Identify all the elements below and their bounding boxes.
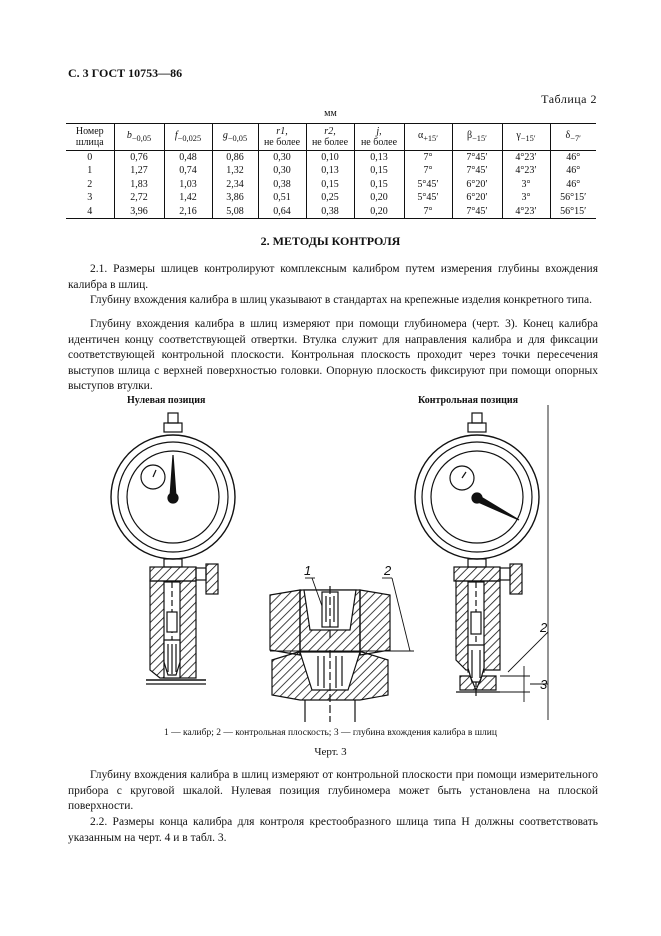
table-cell: 2,72 — [114, 191, 164, 204]
section-title: 2. МЕТОДЫ КОНТРОЛЯ — [260, 234, 401, 248]
col-header: $\alpha_{+15'}$ — [404, 124, 452, 151]
figure-label: Черт. 3 — [314, 746, 347, 758]
table-cell: 6°20′ — [452, 191, 502, 204]
table-cell: 0,38 — [306, 205, 354, 219]
table-cell: 0,48 — [164, 151, 212, 165]
table-cell: 0,86 — [212, 151, 258, 165]
paragraph: Глубину вхождения калибра в шлиц указывают в стандартах на крепежные изделия конкретного типа. — [90, 294, 592, 306]
table-cell: 0,30 — [258, 151, 306, 165]
zero-position-gauge — [111, 413, 235, 684]
paragraph: Глубину вхождения калибра в шлиц измеряют при помощи глубиномера (черт. 3). Конец калибра идентичен концу соответствующей отвертки. Втулка служит для направления калибра и для фиксации соответствующей контрольной плоскости. Контрольная плоскость проходит через точки пересечения выступов шлица с верхней поверхностью головки. Опорную плоскость фиксируют при помощи опорных выступов втулки. — [68, 318, 598, 392]
table-row — [66, 151, 596, 165]
table-cell: 0,20 — [354, 205, 404, 219]
table-row — [66, 164, 596, 177]
table-cell: 3,96 — [114, 205, 164, 219]
table-cell: 7° — [404, 164, 452, 177]
col-header: r2, не более — [306, 124, 354, 151]
table-cell: 0,10 — [306, 151, 354, 165]
table-cell: 56°15′ — [550, 191, 596, 204]
table-cell: 0,13 — [354, 151, 404, 165]
callout-2: 2 — [384, 563, 392, 578]
table-cell: 46° — [550, 151, 596, 165]
table-label: Таблица 2 — [541, 92, 597, 106]
table-cell: 4°23′ — [502, 205, 550, 219]
table-cell: 5°45′ — [404, 178, 452, 191]
table-cell: 4 — [66, 205, 114, 219]
col-header: $b_{-0,05}$ — [114, 124, 164, 151]
paragraph: Глубину вхождения калибра в шлиц измеряют от контрольной плоскости при помощи измерительного прибора с круговой шкалой. Нулевая позиция глубиномера может быть установлена на плоской поверхности. — [68, 769, 598, 812]
slot-dimensions-table — [66, 123, 596, 219]
col-header: $\delta_{-7'}$ — [550, 124, 596, 151]
table-cell: 7° — [404, 151, 452, 165]
table-cell: 3° — [502, 178, 550, 191]
table-cell: 0,15 — [354, 178, 404, 191]
table-cell: 0,13 — [306, 164, 354, 177]
table-cell: 4°23′ — [502, 164, 550, 177]
col-header: $\gamma_{-15'}$ — [502, 124, 550, 151]
table-cell: 0,15 — [306, 178, 354, 191]
table-cell: 1,42 — [164, 191, 212, 204]
table-cell: 0,74 — [164, 164, 212, 177]
table-cell: 1 — [87, 165, 93, 177]
table-cell: 1,83 — [114, 178, 164, 191]
col-header: r1, не более — [258, 124, 306, 151]
col-header: Номер шлица — [66, 124, 114, 151]
table-cell: 7° — [404, 205, 452, 219]
right-figure-title: Контрольная позиция — [418, 395, 519, 406]
screw-head-detail — [270, 578, 414, 722]
table-cell: 0,30 — [258, 164, 306, 177]
table-cell: 4°23′ — [502, 151, 550, 165]
figure-caption: 1 — калибр; 2 — контрольная плоскость; 3 — глубина вхождения калибра в шлиц — [164, 728, 497, 738]
table-row — [66, 178, 596, 191]
table-cell: 46° — [550, 178, 596, 191]
callout-3: 3 — [540, 677, 548, 692]
table-cell: 7°45′ — [452, 151, 502, 165]
table-cell: 2 — [87, 178, 93, 190]
table-row — [66, 205, 596, 219]
left-figure-title: Нулевая позиция — [127, 395, 206, 406]
table-unit: мм — [324, 108, 337, 119]
table-cell: 3° — [502, 191, 550, 204]
table-header-row — [66, 124, 596, 151]
table-cell: 0,25 — [306, 191, 354, 204]
table-cell: 1,32 — [212, 164, 258, 177]
table-cell: 5°45′ — [404, 191, 452, 204]
col-header: $f_{-0,025}$ — [164, 124, 212, 151]
table-cell: 3 — [87, 192, 93, 204]
table-cell: 0,64 — [258, 205, 306, 219]
table-cell: 0,15 — [354, 164, 404, 177]
table-cell: 46° — [550, 164, 596, 177]
table-cell: 3,86 — [212, 191, 258, 204]
table-cell: 0,20 — [354, 191, 404, 204]
table-cell: 2,34 — [212, 178, 258, 191]
col-header: $g_{-0,05}$ — [212, 124, 258, 151]
table-cell: 5,08 — [212, 205, 258, 219]
depth-gauge-drawing — [0, 400, 661, 725]
col-header: $\beta_{-15'}$ — [452, 124, 502, 151]
table-cell: 7°45′ — [452, 205, 502, 219]
page-header: С. 3 ГОСТ 10753—86 — [68, 66, 183, 80]
table-cell: 0,76 — [114, 151, 164, 165]
callout-2-right: 2 — [540, 620, 548, 635]
table-cell: 0,38 — [258, 178, 306, 191]
table-cell: 0,51 — [258, 191, 306, 204]
table-row — [66, 191, 596, 204]
paragraph: 2.2. Размеры конца калибра для контроля крестообразного шлица типа Н должны соответствовать указанным на черт. 4 и в табл. 3. — [68, 816, 598, 844]
col-header: j, не более — [354, 124, 404, 151]
table-cell: 2,16 — [164, 205, 212, 219]
control-position-gauge — [415, 405, 548, 720]
table-cell: 0 — [87, 152, 93, 163]
table-cell: 6°20′ — [452, 178, 502, 191]
table-cell: 1,03 — [164, 178, 212, 191]
callout-1: 1 — [304, 563, 312, 578]
table-cell: 7°45′ — [452, 164, 502, 177]
paragraph: 2.1. Размеры шлицев контролируют комплексным калибром путем измерения глубины вхождения калибра в шлиц. — [68, 263, 598, 291]
table-cell: 1,27 — [114, 164, 164, 177]
table-cell: 56°15′ — [550, 205, 596, 219]
